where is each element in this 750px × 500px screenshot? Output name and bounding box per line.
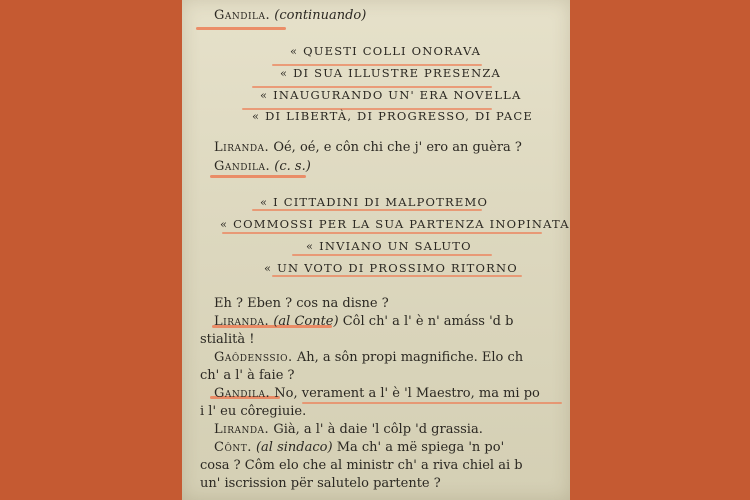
- dialogue-line: [214, 440, 504, 456]
- verse-line: « QUESTI COLLI ONORAVA: [290, 44, 482, 58]
- dialogue-text: Ah, a sôn propi magnifiche. Elo ch: [296, 350, 524, 365]
- highlight-mark: [210, 175, 306, 178]
- dialogue-text: Ma ch' a më spiega 'n po': [336, 440, 505, 455]
- dialogue-text: Côl ch' a l' è n' amáss 'd b: [342, 314, 514, 329]
- verse-line: « DI SUA ILLUSTRE PRESENZA: [280, 66, 502, 80]
- verse-line: « DI LIBERTÀ, DI PROGRESSO, DI PACE: [252, 109, 533, 123]
- speaker-name: Gaôdenssio.: [214, 350, 293, 365]
- highlight-mark: [222, 232, 542, 234]
- speaker-name: Gandila.: [214, 159, 271, 174]
- stage-direction: (continuando): [274, 8, 367, 23]
- dialogue-line: [214, 140, 522, 156]
- speaker-name: Liranda.: [214, 422, 270, 437]
- dialogue-line: [214, 422, 483, 438]
- verse-line: « I CITTADINI DI MALPOTREMO: [260, 195, 489, 209]
- dialogue-line: ch' a l' à faie ?: [200, 368, 295, 383]
- stage-direction: (c. s.): [274, 159, 311, 174]
- book-page: [182, 0, 570, 500]
- dialogue-line: Eh ? Eben ? cos na disne ?: [214, 296, 389, 311]
- stage-direction: (al sindaco): [255, 440, 333, 455]
- speaker-name: Cônt.: [214, 440, 252, 455]
- speaker-name: Gandila.: [214, 8, 271, 23]
- speaker-name: Gandila.: [214, 386, 271, 401]
- dialogue-line: [214, 159, 311, 175]
- stage-direction: (al Conte): [273, 314, 339, 329]
- dialogue-text: Già, a l' à daie 'l côlp 'd grassia.: [273, 422, 483, 437]
- verse-line: « UN VOTO DI PROSSIMO RITORNO: [264, 261, 518, 275]
- dialogue-text: Oé, oé, e côn chi che j' ero an guèra ?: [273, 140, 522, 155]
- dialogue-text: No, verament a l' è 'l Maestro, ma mi po: [274, 386, 540, 401]
- dialogue-line: [214, 386, 540, 402]
- speaker-name: Liranda.: [214, 314, 270, 329]
- dialogue-line: cosa ? Côm elo che al ministr ch' a riva chiel ai b: [200, 458, 523, 473]
- highlight-mark: [302, 402, 562, 404]
- speaker-name: Liranda.: [214, 140, 270, 155]
- highlight-mark: [292, 254, 492, 256]
- dialogue-line: i l' eu côregiuie.: [200, 404, 307, 419]
- verse-line: « INVIANO UN SALUTO: [306, 239, 472, 253]
- dialogue-line: un' iscrission për salutelo partente ?: [200, 476, 441, 491]
- highlight-mark: [196, 27, 286, 30]
- dialogue-line: [214, 314, 513, 330]
- verse-line: « COMMOSSI PER LA SUA PARTENZA INOPINATA: [220, 217, 570, 231]
- dialogue-line: stialità !: [200, 332, 255, 347]
- text-line: [214, 8, 366, 24]
- dialogue-line: [214, 350, 523, 366]
- verse-line: « INAUGURANDO UN' ERA NOVELLA: [260, 88, 522, 102]
